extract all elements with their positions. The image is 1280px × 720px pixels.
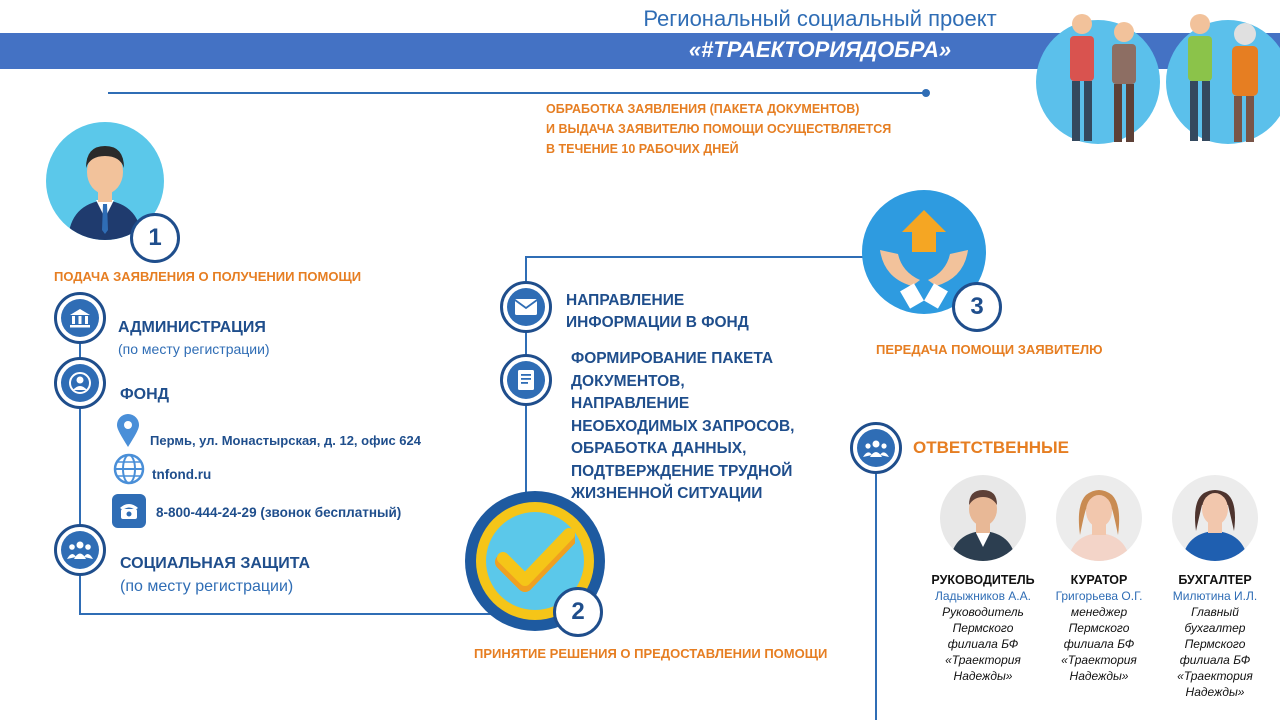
location-pin-icon [116,414,140,448]
forming-node [500,354,552,406]
responsible-title: ОТВЕТСТВЕННЫЕ [913,438,1069,457]
forming-line: ФОРМИРОВАНИЕ ПАКЕТА [571,350,774,367]
person-desc-line: «Траектория [1177,669,1253,683]
mail-icon [507,288,545,326]
send-info-line: НАПРАВЛЕНИЕ [566,292,685,309]
administration-title: АДМИНИСТРАЦИЯ [118,319,266,336]
avatar [1056,475,1142,561]
note-line: ОБРАБОТКА ЗАЯВЛЕНИЯ (ПАКЕТА ДОКУМЕНТОВ) [546,102,860,116]
processing-time-note [546,99,946,159]
social-protection-node [54,524,106,576]
social-protection-subtitle: (по месту регистрации) [120,578,294,595]
avatar [1172,475,1258,561]
person-desc-line: Пермского [1184,637,1246,651]
person-desc-line: Надежды» [1069,669,1129,683]
person-desc-line: Пермского [952,621,1014,635]
forming-line: ДОКУМЕНТОВ, [571,372,685,390]
step-1-number: 1 [130,213,180,263]
step-1-caption: ПОДАЧА ЗАЯВЛЕНИЯ О ПОЛУЧЕНИИ ПОМОЩИ [54,269,362,284]
fund-person-icon [61,364,99,402]
globe-icon [113,453,145,485]
forming-text [571,348,794,506]
step-3-number: 3 [952,282,1002,332]
administration-node [54,292,106,344]
team-icon [857,429,895,467]
building-icon [61,299,99,337]
send-info-text [566,290,749,334]
volunteers-illustration [1030,4,1280,154]
person-card-accountant [1150,572,1280,700]
administration-subtitle: (по месту регистрации) [118,341,270,357]
phone-icon [112,494,146,528]
fund-phone[interactable]: 8-800-444-24-29 (звонок бесплатный) [156,505,402,520]
social-protection-title: СОЦИАЛЬНАЯ ЗАЩИТА [120,555,311,572]
person-desc-line: филиала БФ [1063,637,1135,651]
person-desc-line: «Траектория [945,653,1021,667]
person-name: Ладыжников А.А. [935,589,1031,603]
fund-title: ФОНД [120,386,170,403]
fund-node [54,357,106,409]
person-desc-line: «Траектория [1061,653,1137,667]
person-name: Григорьева О.Г. [1055,589,1143,603]
forming-line: НАПРАВЛЕНИЕ [571,395,690,412]
fund-address: Пермь, ул. Монастырская, д. 12, офис 624 [150,433,421,448]
person-desc-line: Надежды» [1185,685,1245,699]
person-card-curator [1034,572,1164,684]
person-role: РУКОВОДИТЕЛЬ [931,573,1035,587]
page-title: Региональный социальный проект [643,6,997,31]
send-info-node [500,281,552,333]
person-desc-line: филиала БФ [947,637,1019,651]
forming-line: ПОДТВЕРЖДЕНИЕ ТРУДНОЙ [571,462,793,480]
document-icon [507,361,545,399]
person-desc-line: менеджер [1070,605,1128,619]
person-desc-line: Руководитель [942,605,1024,619]
fund-website[interactable]: tnfond.ru [152,467,212,482]
person-desc-line: Пермского [1068,621,1130,635]
person-name: Милютина И.Л. [1172,589,1258,603]
person-desc-line: Главный [1191,605,1239,619]
note-line: В ТЕЧЕНИЕ 10 РАБОЧИХ ДНЕЙ [546,142,739,156]
step-3-caption: ПЕРЕДАЧА ПОМОЩИ ЗАЯВИТЕЛЮ [876,342,1103,357]
person-desc-line: Надежды» [953,669,1013,683]
person-role: КУРАТОР [1070,573,1128,587]
person-desc-line: филиала БФ [1179,653,1251,667]
person-desc-line: бухгалтер [1184,621,1246,635]
step-2-number: 2 [553,587,603,637]
responsible-node [850,422,902,474]
avatar [940,475,1026,561]
forming-line: НЕОБХОДИМЫХ ЗАПРОСОВ, [571,417,795,435]
project-name: «#ТРАЕКТОРИЯДОБРА» [688,37,952,62]
forming-line: ЖИЗНЕННОЙ СИТУАЦИИ [571,485,763,502]
step-2-caption: ПРИНЯТИЕ РЕШЕНИЯ О ПРЕДОСТАВЛЕНИИ ПОМОЩИ [474,646,828,661]
people-group-icon [61,531,99,569]
forming-line: ОБРАБОТКА ДАННЫХ, [571,440,747,457]
note-line: И ВЫДАЧА ЗАЯВИТЕЛЮ ПОМОЩИ ОСУЩЕСТВЛЯЕТСЯ [546,122,892,136]
send-info-line: ИНФОРМАЦИИ В ФОНД [566,314,749,331]
person-card-director [918,572,1048,684]
person-role: БУХГАЛТЕР [1178,573,1252,587]
